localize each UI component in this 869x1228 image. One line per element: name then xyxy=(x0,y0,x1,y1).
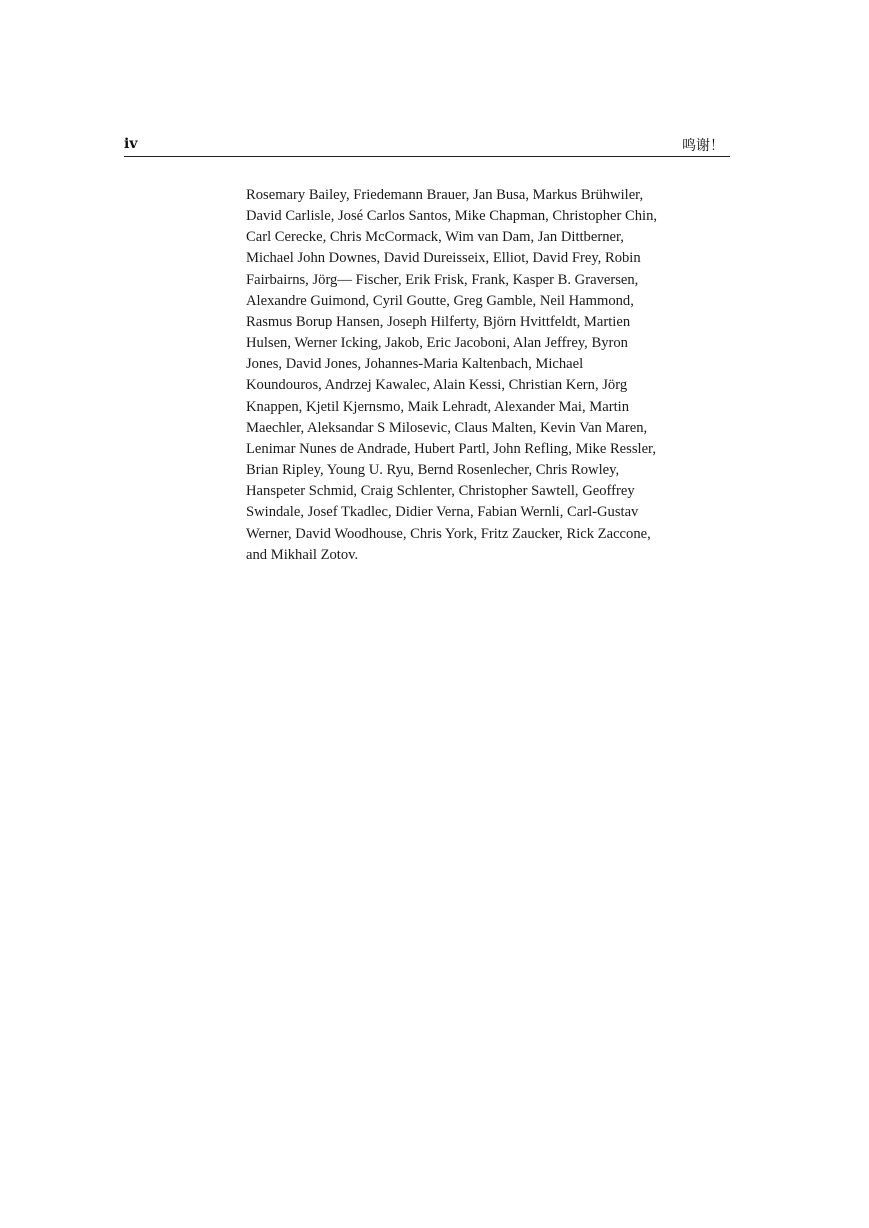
acknowledgement-paragraph xyxy=(246,185,691,566)
text-line: Alexandre Guimond, Cyril Goutte, Greg Gamble, Neil Hammond, xyxy=(246,292,634,309)
running-header xyxy=(124,134,730,157)
text-line: Hulsen, Werner Icking, Jakob, Eric Jacoboni, Alan Jeffrey, Byron xyxy=(246,335,628,352)
page-number: iv xyxy=(124,136,138,152)
text-line: Knappen, Kjetil Kjernsmo, Maik Lehradt, Alexander Mai, Martin xyxy=(246,398,629,415)
text-line: Michael John Downes, David Dureisseix, Elliot, David Frey, Robin xyxy=(246,250,641,267)
text-line: and Mikhail Zotov. xyxy=(246,546,359,563)
text-line: Maechler, Aleksandar S Milosevic, Claus Malten, Kevin Van Maren, xyxy=(246,419,648,436)
text-line: Jones, David Jones, Johannes-Maria Kaltenbach, Michael xyxy=(246,356,584,373)
text-line: Fairbairns, Jörg— Fischer, Erik Frisk, Frank, Kasper B. Graversen, xyxy=(246,271,639,288)
text-line: Rasmus Borup Hansen, Joseph Hilferty, Björn Hvittfeldt, Martien xyxy=(246,313,631,330)
text-line: Koundouros, Andrzej Kawalec, Alain Kessi, Christian Kern, Jörg xyxy=(246,377,628,394)
text-line: Carl Cerecke, Chris McCormack, Wim van Dam, Jan Dittberner, xyxy=(246,229,624,246)
text-line: David Carlisle, José Carlos Santos, Mike Chapman, Christopher Chin, xyxy=(246,208,658,225)
text-line: Lenimar Nunes de Andrade, Hubert Partl, John Refling, Mike Ressler, xyxy=(246,440,656,457)
text-line: Werner, David Woodhouse, Chris York, Fritz Zaucker, Rick Zaccone, xyxy=(246,525,651,542)
chapter-title: 鸣谢！ xyxy=(682,138,724,154)
text-line: Brian Ripley, Young U. Ryu, Bernd Rosenlecher, Chris Rowley, xyxy=(246,462,620,479)
text-line: Hanspeter Schmid, Craig Schlenter, Christopher Sawtell, Geoffrey xyxy=(246,483,635,500)
text-line: Rosemary Bailey, Friedemann Brauer, Jan Busa, Markus Brühwiler, xyxy=(246,187,644,203)
text-line: Swindale, Josef Tkadlec, Didier Verna, Fabian Wernli, Carl-Gustav xyxy=(246,504,639,521)
